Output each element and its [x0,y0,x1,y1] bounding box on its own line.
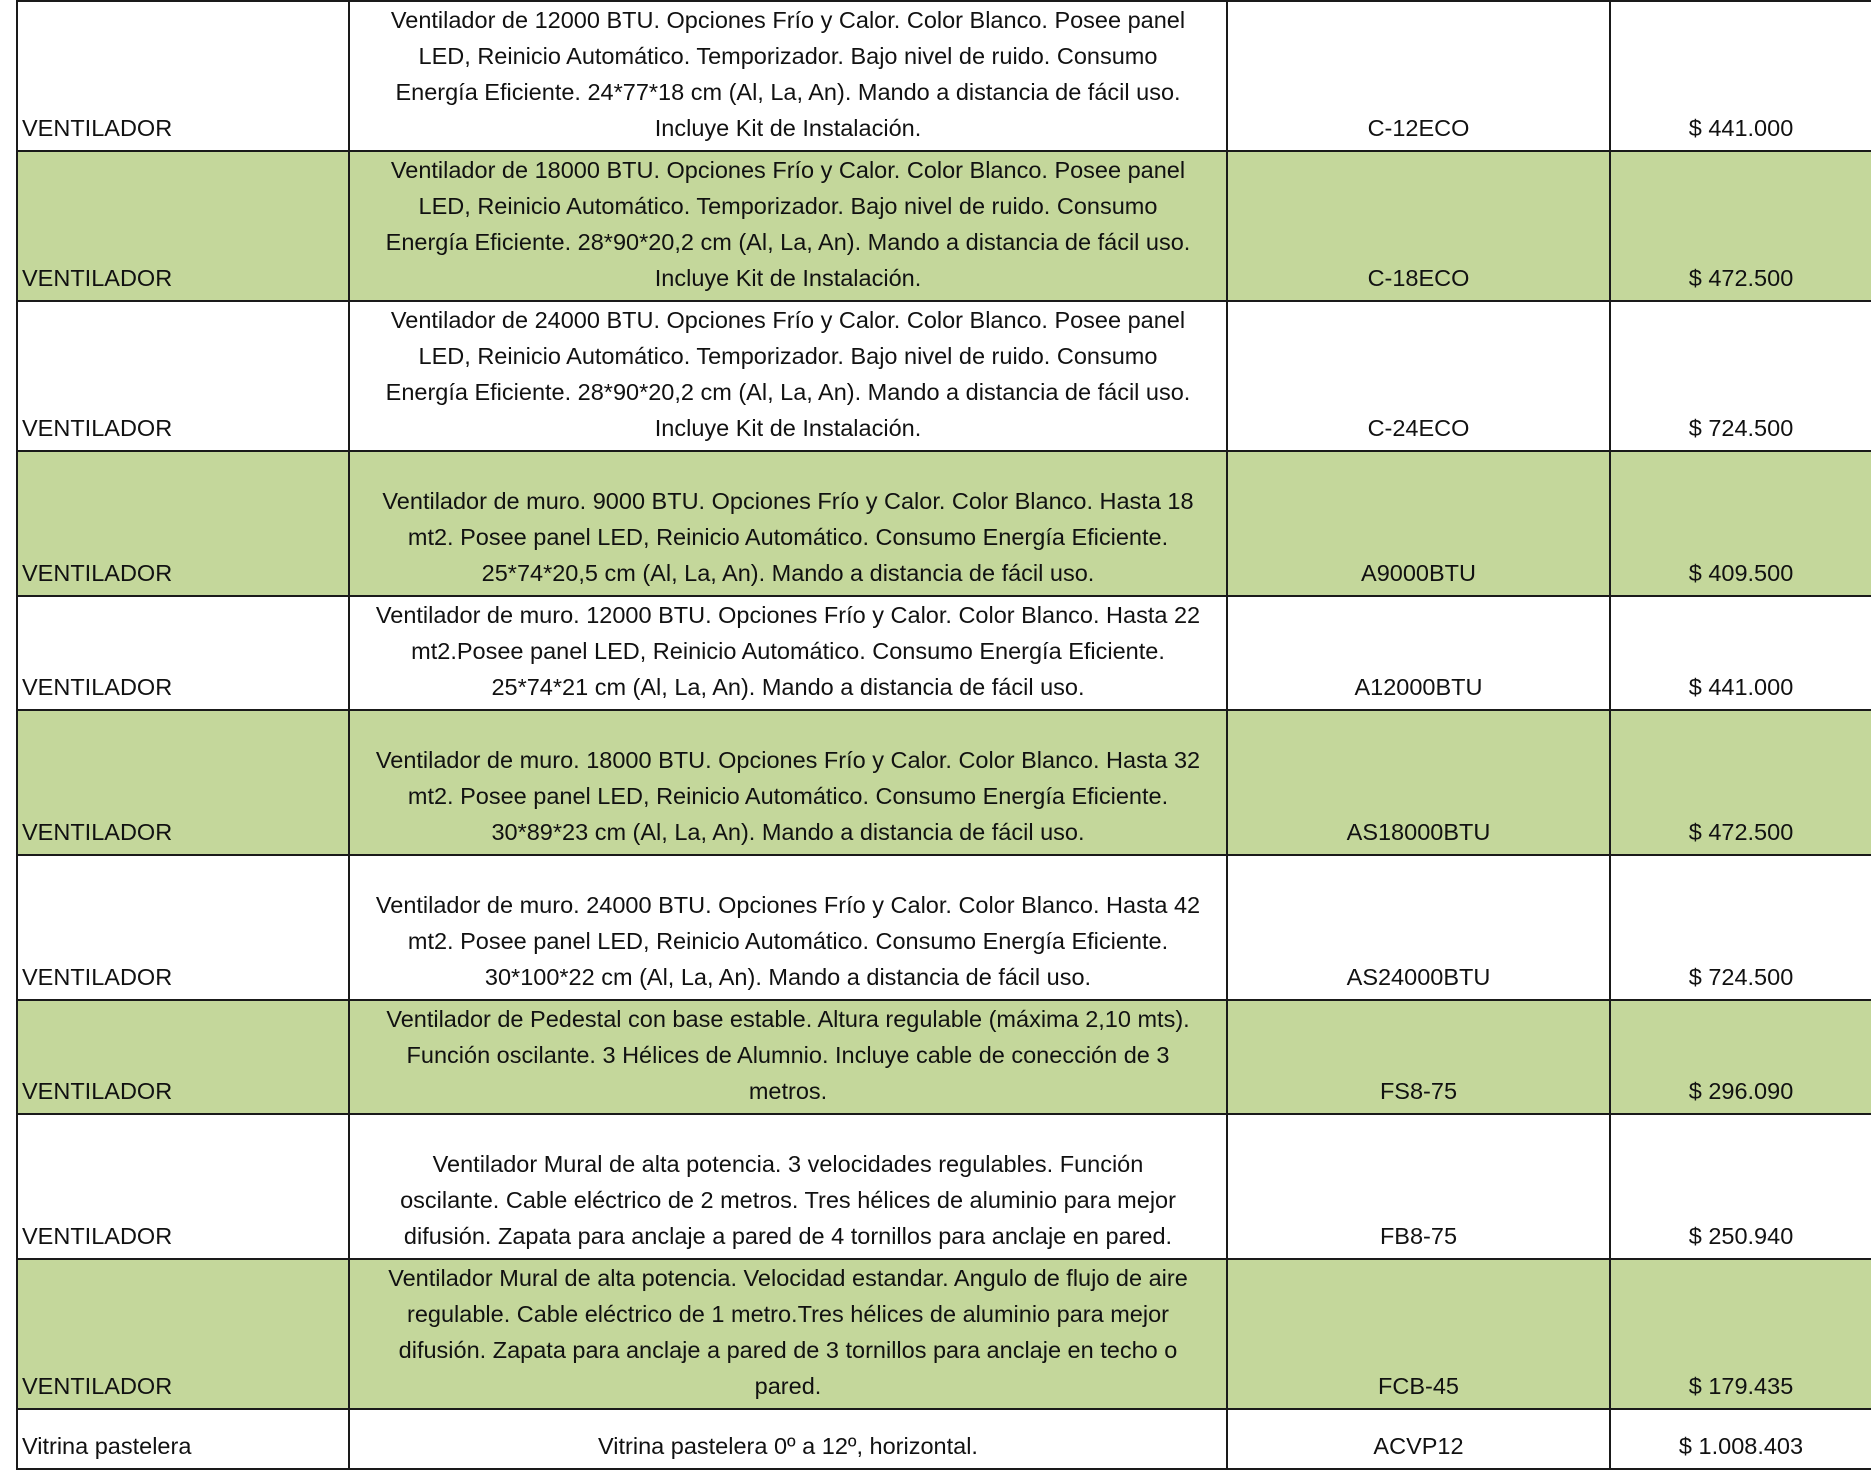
price-cell: $ 441.000 [1610,1,1871,151]
table-row [17,301,1871,451]
table-row [17,451,1871,596]
price-cell: $ 296.090 [1610,1000,1871,1114]
description-cell: Ventilador de 24000 BTU. Opciones Frío y Calor. Color Blanco. Posee panel LED, Reinicio Automático. Temporizador. Bajo nivel de ruido. Consumo Energía Eficiente. 28*90*20,2 cm (Al, La, An). Mando a distancia de fácil uso. Incluye Kit de Instalación. [349,301,1227,451]
price-cell: $ 472.500 [1610,710,1871,855]
product-code-cell: A9000BTU [1227,451,1610,596]
category-cell: VENTILADOR [17,451,349,596]
product-code-cell: C-24ECO [1227,301,1610,451]
price-cell: $ 724.500 [1610,855,1871,1000]
description-cell: Ventilador de 18000 BTU. Opciones Frío y Calor. Color Blanco. Posee panel LED, Reinicio Automático. Temporizador. Bajo nivel de ruido. Consumo Energía Eficiente. 28*90*20,2 cm (Al, La, An). Mando a distancia de fácil uso. Incluye Kit de Instalación. [349,151,1227,301]
description-cell: Ventilador Mural de alta potencia. 3 velocidades regulables. Función oscilante. Cable eléctrico de 2 metros. Tres hélices de aluminio para mejor difusión. Zapata para anclaje a pared de 4 tornillos para anclaje en pared. [349,1114,1227,1259]
product-code-cell: AS18000BTU [1227,710,1610,855]
description-cell: Ventilador de 12000 BTU. Opciones Frío y Calor. Color Blanco. Posee panel LED, Reinicio Automático. Temporizador. Bajo nivel de ruido. Consumo Energía Eficiente. 24*77*18 cm (Al, La, An). Mando a distancia de fácil uso. Incluye Kit de Instalación. [349,1,1227,151]
table-row [17,1409,1871,1469]
product-price-table [16,0,1871,1470]
category-cell: VENTILADOR [17,151,349,301]
price-cell: $ 250.940 [1610,1114,1871,1259]
price-cell: $ 179.435 [1610,1259,1871,1409]
description-cell: Ventilador de muro. 24000 BTU. Opciones Frío y Calor. Color Blanco. Hasta 42 mt2. Posee panel LED, Reinicio Automático. Consumo Energía Eficiente. 30*100*22 cm (Al, La, An). Mando a distancia de fácil uso. [349,855,1227,1000]
table-row [17,1259,1871,1409]
product-code-cell: C-18ECO [1227,151,1610,301]
description-cell: Ventilador de Pedestal con base estable. Altura regulable (máxima 2,10 mts). Función oscilante. 3 Hélices de Alumnio. Incluye cable de conección de 3 metros. [349,1000,1227,1114]
category-cell: VENTILADOR [17,855,349,1000]
category-cell: Vitrina pastelera [17,1409,349,1469]
table-row [17,596,1871,710]
description-cell: Ventilador de muro. 9000 BTU. Opciones Frío y Calor. Color Blanco. Hasta 18 mt2. Posee panel LED, Reinicio Automático. Consumo Energía Eficiente. 25*74*20,5 cm (Al, La, An). Mando a distancia de fácil uso. [349,451,1227,596]
price-cell: $ 724.500 [1610,301,1871,451]
product-table-body [17,1,1871,1469]
price-cell: $ 472.500 [1610,151,1871,301]
category-cell: VENTILADOR [17,301,349,451]
description-cell: Vitrina pastelera 0º a 12º, horizontal. [349,1409,1227,1469]
product-code-cell: FS8-75 [1227,1000,1610,1114]
product-code-cell: FB8-75 [1227,1114,1610,1259]
description-cell: Ventilador de muro. 18000 BTU. Opciones Frío y Calor. Color Blanco. Hasta 32 mt2. Posee panel LED, Reinicio Automático. Consumo Energía Eficiente. 30*89*23 cm (Al, La, An). Mando a distancia de fácil uso. [349,710,1227,855]
table-row [17,855,1871,1000]
description-cell: Ventilador Mural de alta potencia. Velocidad estandar. Angulo de flujo de aire regulable. Cable eléctrico de 1 metro.Tres hélices de aluminio para mejor difusión. Zapata para anclaje a pared de 3 tornillos para anclaje en techo o pared. [349,1259,1227,1409]
table-row [17,151,1871,301]
category-cell: VENTILADOR [17,1,349,151]
price-cell: $ 409.500 [1610,451,1871,596]
category-cell: VENTILADOR [17,596,349,710]
product-code-cell: A12000BTU [1227,596,1610,710]
table-row [17,1,1871,151]
product-code-cell: FCB-45 [1227,1259,1610,1409]
price-cell: $ 1.008.403 [1610,1409,1871,1469]
category-cell: VENTILADOR [17,1000,349,1114]
table-row [17,710,1871,855]
category-cell: VENTILADOR [17,1114,349,1259]
product-code-cell: ACVP12 [1227,1409,1610,1469]
product-code-cell: C-12ECO [1227,1,1610,151]
description-cell: Ventilador de muro. 12000 BTU. Opciones Frío y Calor. Color Blanco. Hasta 22 mt2.Posee panel LED, Reinicio Automático. Consumo Energía Eficiente. 25*74*21 cm (Al, La, An). Mando a distancia de fácil uso. [349,596,1227,710]
table-row [17,1114,1871,1259]
category-cell: VENTILADOR [17,710,349,855]
table-row [17,1000,1871,1114]
product-code-cell: AS24000BTU [1227,855,1610,1000]
category-cell: VENTILADOR [17,1259,349,1409]
price-cell: $ 441.000 [1610,596,1871,710]
